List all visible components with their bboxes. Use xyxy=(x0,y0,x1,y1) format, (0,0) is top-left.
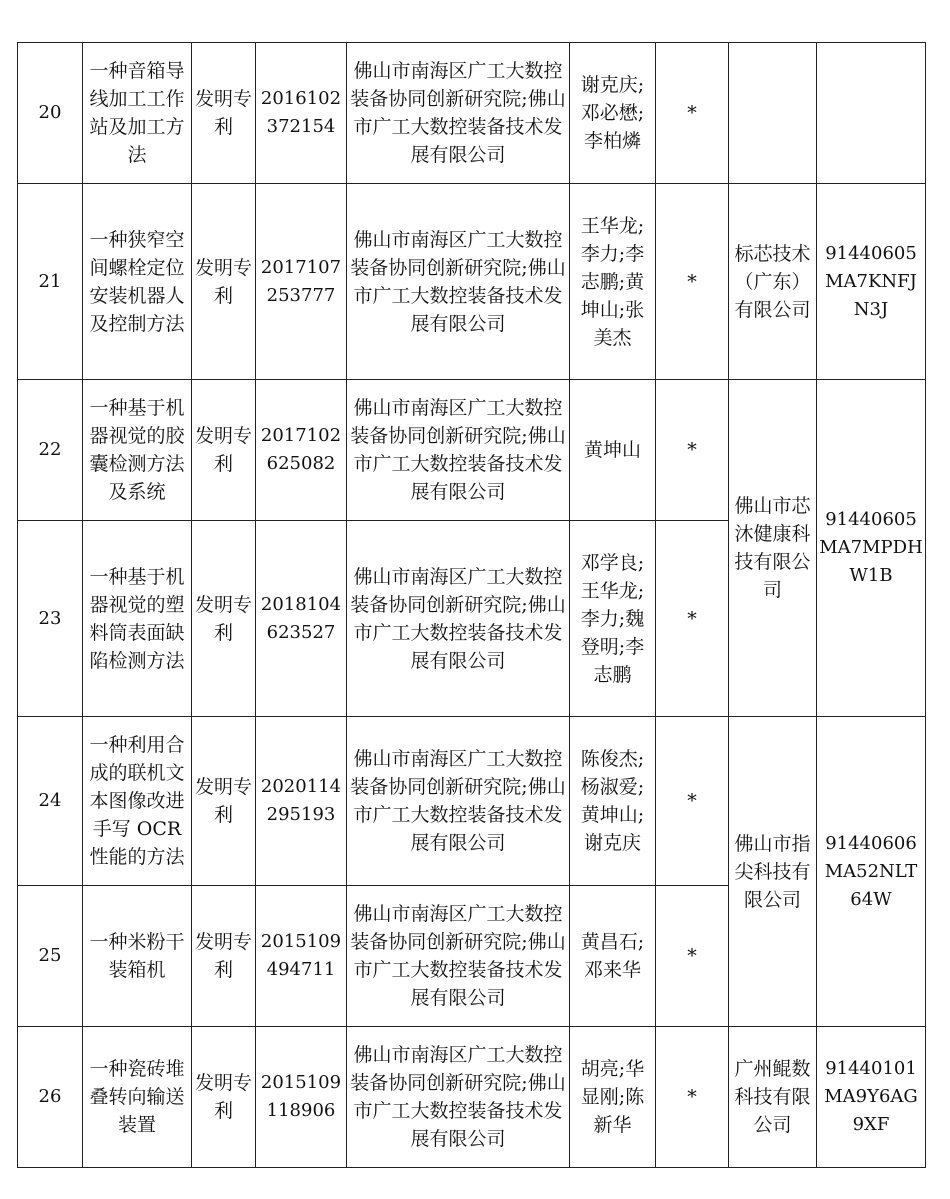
patent-type: 发明专利 xyxy=(192,43,256,184)
patent-owner: 佛山市南海区广工大数控装备协同创新研究院;佛山市广工大数控装备技术发展有限公司 xyxy=(347,717,570,886)
inventors: 邓学良;王华龙;李力;魏登明;李志鹏 xyxy=(570,521,656,717)
licensee-code: 91440606MA52NLT64W xyxy=(817,717,926,1027)
row-number: 24 xyxy=(18,717,83,886)
table-row xyxy=(18,184,926,380)
patent-name: 一种音箱导线加工工作站及加工方法 xyxy=(83,43,192,184)
patent-name: 一种米粉干装箱机 xyxy=(83,886,192,1027)
patent-number: 2015109118906 xyxy=(256,1027,347,1168)
patent-name: 一种狭窄空间螺栓定位安装机器人及控制方法 xyxy=(83,184,192,380)
mark: * xyxy=(656,521,729,717)
licensee-code xyxy=(817,43,926,184)
patent-owner: 佛山市南海区广工大数控装备协同创新研究院;佛山市广工大数控装备技术发展有限公司 xyxy=(347,886,570,1027)
patent-type: 发明专利 xyxy=(192,1027,256,1168)
patent-name: 一种基于机器视觉的胶囊检测方法及系统 xyxy=(83,380,192,521)
patent-number: 2017107253777 xyxy=(256,184,347,380)
inventors: 黄坤山 xyxy=(570,380,656,521)
patent-owner: 佛山市南海区广工大数控装备协同创新研究院;佛山市广工大数控装备技术发展有限公司 xyxy=(347,1027,570,1168)
patent-name: 一种瓷砖堆叠转向输送装置 xyxy=(83,1027,192,1168)
mark: * xyxy=(656,380,729,521)
licensee-name xyxy=(729,43,817,184)
patent-table xyxy=(17,42,926,1168)
licensee-name: 广州鲲数科技有限公司 xyxy=(729,1027,817,1168)
patent-owner: 佛山市南海区广工大数控装备协同创新研究院;佛山市广工大数控装备技术发展有限公司 xyxy=(347,43,570,184)
row-number: 20 xyxy=(18,43,83,184)
table-row xyxy=(18,1027,926,1168)
table-row xyxy=(18,717,926,886)
patent-number: 2016102372154 xyxy=(256,43,347,184)
mark: * xyxy=(656,184,729,380)
patent-type: 发明专利 xyxy=(192,886,256,1027)
inventors: 陈俊杰;杨淑爱;黄坤山;谢克庆 xyxy=(570,717,656,886)
row-number: 23 xyxy=(18,521,83,717)
patent-owner: 佛山市南海区广工大数控装备协同创新研究院;佛山市广工大数控装备技术发展有限公司 xyxy=(347,380,570,521)
inventors: 黄昌石;邓来华 xyxy=(570,886,656,1027)
inventors: 王华龙;李力;李志鹏;黄坤山;张美杰 xyxy=(570,184,656,380)
table-row xyxy=(18,380,926,521)
licensee-name: 佛山市指尖科技有限公司 xyxy=(729,717,817,1027)
patent-type: 发明专利 xyxy=(192,184,256,380)
mark: * xyxy=(656,886,729,1027)
patent-number: 2015109494711 xyxy=(256,886,347,1027)
patent-name: 一种基于机器视觉的塑料筒表面缺陷检测方法 xyxy=(83,521,192,717)
patent-number: 2020114295193 xyxy=(256,717,347,886)
row-number: 22 xyxy=(18,380,83,521)
patent-number: 2017102625082 xyxy=(256,380,347,521)
licensee-code: 91440605MA7KNFJN3J xyxy=(817,184,926,380)
inventors: 胡亮;华显刚;陈新华 xyxy=(570,1027,656,1168)
inventors: 谢克庆;邓必懋;李柏燐 xyxy=(570,43,656,184)
patent-type: 发明专利 xyxy=(192,521,256,717)
patent-owner: 佛山市南海区广工大数控装备协同创新研究院;佛山市广工大数控装备技术发展有限公司 xyxy=(347,521,570,717)
patent-owner: 佛山市南海区广工大数控装备协同创新研究院;佛山市广工大数控装备技术发展有限公司 xyxy=(347,184,570,380)
patent-number: 2018104623527 xyxy=(256,521,347,717)
patent-type: 发明专利 xyxy=(192,380,256,521)
licensee-code: 91440605MA7MPDHW1B xyxy=(817,380,926,717)
licensee-name: 标芯技术（广东）有限公司 xyxy=(729,184,817,380)
patent-type: 发明专利 xyxy=(192,717,256,886)
mark: * xyxy=(656,717,729,886)
licensee-code: 91440101MA9Y6AG9XF xyxy=(817,1027,926,1168)
mark: * xyxy=(656,1027,729,1168)
row-number: 21 xyxy=(18,184,83,380)
licensee-name: 佛山市芯沐健康科技有限公司 xyxy=(729,380,817,717)
row-number: 25 xyxy=(18,886,83,1027)
patent-name: 一种利用合成的联机文本图像改进手写 OCR 性能的方法 xyxy=(83,717,192,886)
mark: * xyxy=(656,43,729,184)
table-row xyxy=(18,43,926,184)
row-number: 26 xyxy=(18,1027,83,1168)
